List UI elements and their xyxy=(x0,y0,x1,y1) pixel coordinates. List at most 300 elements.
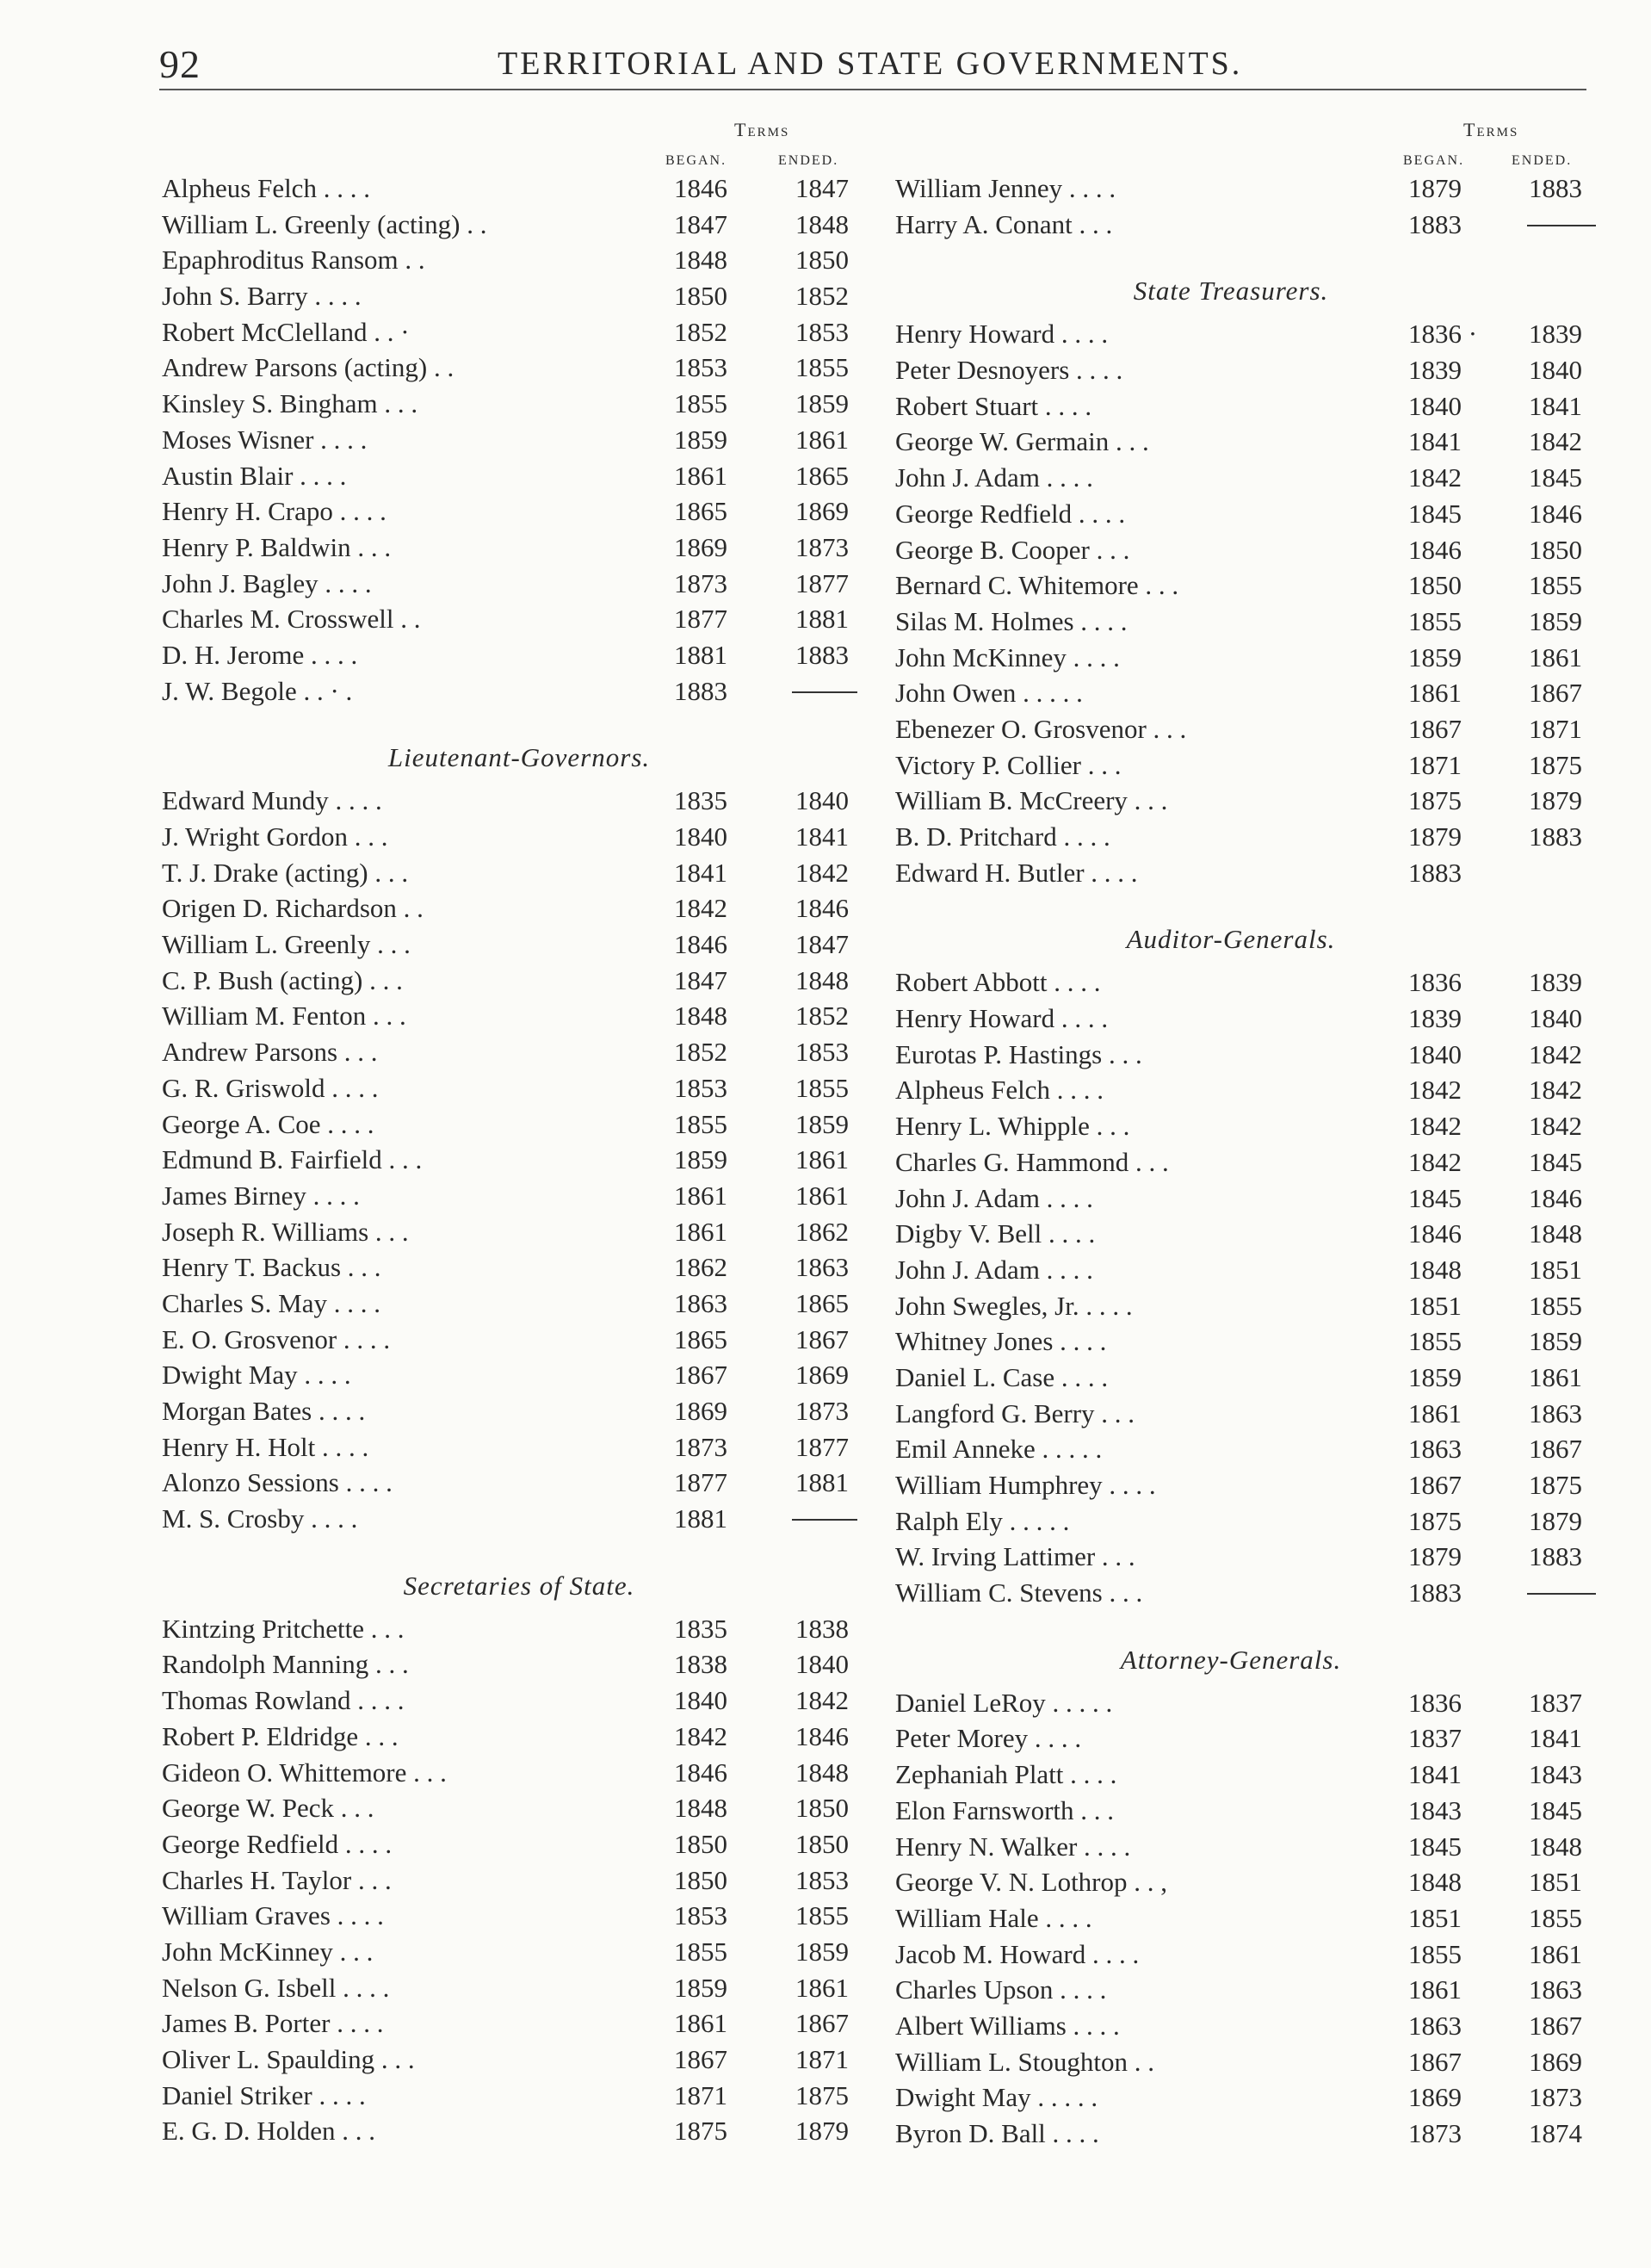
officer-name: C. P. Bush (acting) . . . xyxy=(162,964,403,995)
table-row xyxy=(162,1393,876,1429)
term-ended: 1850 xyxy=(795,1793,849,1824)
term-began: 1841 xyxy=(1408,1759,1462,1790)
term-ended: 1842 xyxy=(1529,1075,1582,1106)
officer-name: E. G. D. Holden . . . xyxy=(162,2116,375,2147)
term-ended: 1852 xyxy=(795,281,849,312)
officer-name: Byron D. Ball . . . . xyxy=(895,2118,1099,2148)
officer-name: Daniel L. Case . . . . xyxy=(895,1361,1109,1392)
ended-label: ENDED. xyxy=(1512,153,1573,168)
term-began: 1840 xyxy=(1408,390,1462,421)
officer-name: Alpheus Felch . . . . xyxy=(895,1075,1104,1106)
table-row xyxy=(162,1755,876,1791)
officer-name: Andrew Parsons (acting) . . xyxy=(162,352,454,383)
term-began: 1842 xyxy=(1408,1075,1462,1106)
term-ended: 1846 xyxy=(1529,498,1582,529)
term-ended: 1852 xyxy=(795,1001,849,1032)
term-ended: 1848 xyxy=(795,964,849,995)
table-row xyxy=(895,1252,1601,1288)
table-row xyxy=(162,2078,876,2114)
officer-name: Henry H. Crapo . . . . xyxy=(162,496,386,527)
began-label: BEGAN. xyxy=(1403,153,1465,168)
term-began: 1840 xyxy=(1408,1038,1462,1069)
term-began: 1841 xyxy=(674,857,727,888)
table-row xyxy=(162,890,876,926)
officer-name: Charles M. Crosswell . . xyxy=(162,604,421,635)
table-row xyxy=(162,819,876,855)
officer-name: Henry T. Backus . . . xyxy=(162,1252,381,1283)
term-ended: 1839 xyxy=(1529,967,1582,998)
term-ended: 1840 xyxy=(1529,355,1582,386)
term-ended: 1842 xyxy=(1529,1038,1582,1069)
term-ended: 1883 xyxy=(1529,1541,1582,1572)
term-began: 1839 xyxy=(1408,1003,1462,1034)
term-ended: 1859 xyxy=(1529,1326,1582,1357)
table-row xyxy=(162,530,876,566)
table-row xyxy=(895,604,1601,640)
term-ended: 1847 xyxy=(795,173,849,203)
officer-name: Whitney Jones . . . . xyxy=(895,1326,1107,1357)
term-began: 1859 xyxy=(1408,641,1462,672)
table-row xyxy=(162,207,876,243)
table-row xyxy=(162,926,876,963)
officer-name: B. D. Pritchard . . . . xyxy=(895,821,1110,852)
officer-name: Daniel LeRoy . . . . . xyxy=(895,1687,1113,1718)
officer-name: Origen D. Richardson . . xyxy=(162,893,424,924)
officer-name: Randolph Manning . . . xyxy=(162,1649,409,1680)
term-began: 1847 xyxy=(674,964,727,995)
officer-name: Eurotas P. Hastings . . . xyxy=(895,1038,1142,1069)
officer-name: George Redfield . . . . xyxy=(162,1828,393,1859)
term-ended: 1855 xyxy=(1529,1902,1582,1933)
officer-name: Harry A. Conant . . . xyxy=(895,208,1113,239)
table-row xyxy=(162,1142,876,1178)
table-row xyxy=(895,855,1601,891)
term-began: 1842 xyxy=(1408,462,1462,493)
term-began: 1865 xyxy=(674,496,727,527)
officer-name: William C. Stevens . . . xyxy=(895,1577,1143,1608)
officer-name: Gideon O. Whittemore . . . xyxy=(162,1757,447,1788)
table-row xyxy=(895,388,1601,424)
term-ended: 1861 xyxy=(795,424,849,455)
page-number: 92 xyxy=(159,42,201,86)
table-row xyxy=(895,2079,1601,2116)
officer-name: James Birney . . . . xyxy=(162,1180,360,1211)
term-ongoing-dash xyxy=(792,691,857,693)
table-row xyxy=(162,637,876,673)
table-row xyxy=(162,1106,876,1143)
term-ended: 1877 xyxy=(795,1431,849,1462)
term-began: 1861 xyxy=(674,1216,727,1247)
table-row xyxy=(162,566,876,602)
table-row xyxy=(162,1070,876,1106)
table-row xyxy=(895,783,1601,819)
officer-name: Elon Farnsworth . . . xyxy=(895,1794,1115,1825)
term-began: 1875 xyxy=(1408,785,1462,816)
term-began: 1877 xyxy=(674,604,727,635)
term-began: 1883 xyxy=(674,675,727,706)
term-ended: 1848 xyxy=(795,1757,849,1788)
term-began: 1859 xyxy=(674,424,727,455)
term-ended: 1883 xyxy=(1529,173,1582,203)
table-row xyxy=(162,2042,876,2078)
term-ended: 1853 xyxy=(795,316,849,347)
term-ended: 1881 xyxy=(795,604,849,635)
officer-name: Alonzo Sessions . . . . xyxy=(162,1467,393,1498)
term-began: 1881 xyxy=(674,1503,727,1534)
officer-name: Henry Howard . . . . xyxy=(895,1003,1109,1034)
officer-name: Oliver L. Spaulding . . . xyxy=(162,2044,415,2074)
table-row xyxy=(895,1864,1601,1900)
officer-name: T. J. Drake (acting) . . . xyxy=(162,857,409,888)
term-began: 1859 xyxy=(674,1144,727,1175)
table-row xyxy=(162,1790,876,1826)
term-ended: 1855 xyxy=(795,352,849,383)
term-began: 1853 xyxy=(674,1900,727,1931)
term-ended: 1873 xyxy=(1529,2082,1582,2113)
table-row xyxy=(162,998,876,1034)
officer-name: Edward H. Butler . . . . xyxy=(895,857,1138,888)
term-began: 1883 xyxy=(1408,208,1462,239)
officer-name: John Swegles, Jr. . . . . xyxy=(895,1290,1133,1321)
term-began: 1862 xyxy=(674,1252,727,1283)
officer-name: William M. Fenton . . . xyxy=(162,1001,406,1032)
term-began: 1838 xyxy=(674,1649,727,1680)
term-ended: 1863 xyxy=(1529,1397,1582,1428)
term-began: 1879 xyxy=(1408,1541,1462,1572)
term-ended: 1843 xyxy=(1529,1759,1582,1790)
table-row xyxy=(895,1720,1601,1757)
officer-name: Peter Morey . . . . xyxy=(895,1723,1082,1754)
term-ended: 1845 xyxy=(1529,1146,1582,1177)
officer-name: Albert Williams . . . . xyxy=(895,2010,1120,2041)
officer-name: Moses Wisner . . . . xyxy=(162,424,368,455)
officer-name: Victory P. Collier . . . xyxy=(895,749,1122,780)
left-sections xyxy=(162,170,876,2149)
table-row xyxy=(162,493,876,530)
table-row xyxy=(162,1249,876,1286)
officer-name: Ralph Ely . . . . . xyxy=(895,1505,1070,1536)
officer-name: Henry N. Walker . . . . xyxy=(895,1831,1131,1862)
table-row xyxy=(162,242,876,278)
term-began: 1869 xyxy=(1408,2082,1462,2113)
term-ongoing-dash xyxy=(1527,225,1596,226)
table-row xyxy=(162,1501,876,1537)
officer-name: George A. Coe . . . . xyxy=(162,1108,374,1139)
term-ended: 1879 xyxy=(795,2116,849,2147)
term-began: 1846 xyxy=(1408,1218,1462,1249)
officer-name: Henry H. Holt . . . . xyxy=(162,1431,369,1462)
officer-name: Henry P. Baldwin . . . xyxy=(162,531,392,562)
table-row xyxy=(162,1898,876,1934)
term-began: 1840 xyxy=(674,821,727,852)
officer-name: Joseph R. Williams . . . xyxy=(162,1216,409,1247)
officer-name: William B. McCreery . . . xyxy=(895,785,1168,816)
term-ended: 1845 xyxy=(1529,462,1582,493)
term-ongoing-dash xyxy=(792,1519,857,1521)
officer-name: William Jenney . . . . xyxy=(895,173,1116,203)
term-ended: 1874 xyxy=(1529,2118,1582,2148)
table-row xyxy=(162,1429,876,1466)
table-row xyxy=(162,1611,876,1647)
table-row xyxy=(895,532,1601,568)
table-row xyxy=(895,1431,1601,1467)
table-row xyxy=(895,207,1601,243)
table-row xyxy=(895,1757,1601,1793)
term-ended: 1869 xyxy=(1529,2046,1582,2077)
officer-name: W. Irving Lattimer . . . xyxy=(895,1541,1135,1572)
term-began: 1867 xyxy=(674,1360,727,1391)
table-row xyxy=(895,1072,1601,1108)
officer-name: Kinsley S. Bingham . . . xyxy=(162,388,418,419)
officer-name: John J. Adam . . . . xyxy=(895,1254,1093,1285)
term-began: 1842 xyxy=(674,1720,727,1751)
term-ended: 1840 xyxy=(795,1649,849,1680)
officer-name: Digby V. Bell . . . . xyxy=(895,1218,1096,1249)
officer-name: William L. Greenly (acting) . . xyxy=(162,208,487,239)
table-row xyxy=(162,350,876,386)
officer-name: William Graves . . . . xyxy=(162,1900,384,1931)
ended-label: ENDED. xyxy=(778,153,839,168)
table-row xyxy=(895,1144,1601,1180)
term-began: 1879 xyxy=(1408,821,1462,852)
term-began: 1846 xyxy=(674,929,727,960)
term-began: 1836 · xyxy=(1408,319,1478,350)
term-began: 1842 xyxy=(674,893,727,924)
term-began: 1850 xyxy=(674,1864,727,1895)
officer-name: Langford G. Berry . . . xyxy=(895,1397,1135,1428)
term-ended: 1875 xyxy=(795,2079,849,2110)
table-row xyxy=(895,352,1601,388)
table-row xyxy=(162,1322,876,1358)
table-row xyxy=(895,747,1601,784)
term-ended: 1875 xyxy=(1529,749,1582,780)
term-began: 1846 xyxy=(674,173,727,203)
term-ended: 1863 xyxy=(1529,1974,1582,2005)
term-began: 1855 xyxy=(1408,605,1462,636)
term-ended: 1851 xyxy=(1529,1254,1582,1285)
term-ended: 1863 xyxy=(795,1252,849,1283)
term-began: 1839 xyxy=(1408,355,1462,386)
term-began: 1852 xyxy=(674,1037,727,1068)
table-row xyxy=(895,640,1601,676)
term-ended: 1859 xyxy=(795,1108,849,1139)
table-row xyxy=(162,278,876,314)
term-began: 1875 xyxy=(674,2116,727,2147)
term-ended: 1867 xyxy=(1529,2010,1582,2041)
table-row xyxy=(895,1900,1601,1936)
term-began: 1835 xyxy=(674,1613,727,1644)
officer-name: Robert P. Eldridge . . . xyxy=(162,1720,399,1751)
term-began: 1873 xyxy=(1408,2118,1462,2148)
table-row xyxy=(162,1934,876,1970)
term-began: 1848 xyxy=(674,1793,727,1824)
term-ended: 1883 xyxy=(795,639,849,670)
term-ended: 1848 xyxy=(1529,1218,1582,1249)
term-ended: 1865 xyxy=(795,460,849,491)
table-row xyxy=(895,424,1601,460)
term-ended: 1851 xyxy=(1529,1867,1582,1898)
term-began: 1855 xyxy=(674,1936,727,1967)
officer-name: Charles S. May . . . . xyxy=(162,1287,381,1318)
term-ended: 1848 xyxy=(795,208,849,239)
officer-name: J. W. Begole . . · . xyxy=(162,675,353,706)
term-ended: 1875 xyxy=(1529,1470,1582,1500)
term-ended: 1842 xyxy=(795,1685,849,1716)
officer-name: Nelson G. Isbell . . . . xyxy=(162,1972,390,2003)
term-ended: 1861 xyxy=(1529,641,1582,672)
term-ended: 1855 xyxy=(1529,1290,1582,1321)
section-heading: State Treasurers. xyxy=(1133,276,1329,307)
table-row xyxy=(895,711,1601,747)
term-began: 1875 xyxy=(1408,1505,1462,1536)
table-row xyxy=(162,1286,876,1322)
term-began: 1840 xyxy=(674,1685,727,1716)
term-began: 1863 xyxy=(1408,2010,1462,2041)
term-ended: 1873 xyxy=(795,531,849,562)
officer-name: Robert Stuart . . . . xyxy=(895,390,1092,421)
officer-name: George Redfield . . . . xyxy=(895,498,1126,529)
term-ended: 1867 xyxy=(1529,1434,1582,1465)
table-row xyxy=(162,673,876,710)
term-ended: 1861 xyxy=(1529,1938,1582,1969)
term-ended: 1861 xyxy=(795,1180,849,1211)
term-began: 1848 xyxy=(1408,1254,1462,1285)
term-ended: 1861 xyxy=(795,1972,849,2003)
term-began: 1863 xyxy=(1408,1434,1462,1465)
table-row xyxy=(162,963,876,999)
term-ended: 1855 xyxy=(795,1900,849,1931)
table-row xyxy=(895,2008,1601,2044)
table-row xyxy=(162,855,876,891)
section-heading: Lieutenant-Governors. xyxy=(387,742,651,773)
table-row xyxy=(895,1288,1601,1324)
term-ended: 1840 xyxy=(795,785,849,816)
table-row xyxy=(895,170,1601,207)
term-ended: 1861 xyxy=(1529,1361,1582,1392)
officer-name: Zephaniah Platt . . . . xyxy=(895,1759,1117,1790)
officer-name: James B. Porter . . . . xyxy=(162,2008,384,2039)
term-ended: 1869 xyxy=(795,1360,849,1391)
term-ended: 1841 xyxy=(1529,390,1582,421)
term-ended: 1873 xyxy=(795,1396,849,1426)
term-ended: 1855 xyxy=(795,1072,849,1103)
term-began: 1848 xyxy=(674,245,727,276)
officer-name: Andrew Parsons . . . xyxy=(162,1037,378,1068)
term-ended: 1865 xyxy=(795,1287,849,1318)
term-ended: 1859 xyxy=(795,388,849,419)
officer-name: John McKinney . . . . xyxy=(895,641,1120,672)
table-row xyxy=(895,1936,1601,1973)
table-row xyxy=(162,422,876,458)
term-began: 1841 xyxy=(1408,426,1462,457)
officer-name: Henry Howard . . . . xyxy=(895,319,1109,350)
term-began: 1855 xyxy=(674,1108,727,1139)
officer-name: Silas M. Holmes . . . . xyxy=(895,605,1128,636)
table-row xyxy=(162,2113,876,2149)
table-row xyxy=(162,1214,876,1250)
table-row xyxy=(162,1357,876,1393)
officer-name: George B. Cooper . . . xyxy=(895,534,1130,565)
term-began: 1867 xyxy=(1408,1470,1462,1500)
table-row xyxy=(895,2116,1601,2152)
table-row xyxy=(162,170,876,207)
table-row xyxy=(162,1646,876,1682)
term-ended: 1847 xyxy=(795,929,849,960)
term-ended: 1859 xyxy=(1529,605,1582,636)
term-began: 1867 xyxy=(674,2044,727,2074)
term-began: 1873 xyxy=(674,1431,727,1462)
officer-name: Daniel Striker . . . . xyxy=(162,2079,366,2110)
term-began: 1867 xyxy=(1408,2046,1462,2077)
term-began: 1861 xyxy=(1408,1974,1462,2005)
term-began: 1842 xyxy=(1408,1146,1462,1177)
officer-name: Peter Desnoyers . . . . xyxy=(895,355,1123,386)
term-began: 1845 xyxy=(1408,1831,1462,1862)
term-ended: 1859 xyxy=(795,1936,849,1967)
term-began: 1842 xyxy=(1408,1111,1462,1142)
term-began: 1869 xyxy=(674,1396,727,1426)
table-row xyxy=(162,1465,876,1501)
term-began: 1861 xyxy=(674,2008,727,2039)
officer-name: Edward Mundy . . . . xyxy=(162,785,382,816)
table-row xyxy=(162,601,876,637)
term-began: 1853 xyxy=(674,1072,727,1103)
table-row xyxy=(895,819,1601,855)
term-began: 1861 xyxy=(1408,1397,1462,1428)
header-rule xyxy=(159,89,1586,90)
term-began: 1869 xyxy=(674,531,727,562)
table-row xyxy=(162,783,876,819)
term-ended: 1853 xyxy=(795,1037,849,1068)
terms-label: Terms xyxy=(1463,119,1519,140)
term-ended: 1837 xyxy=(1529,1687,1582,1718)
term-ended: 1850 xyxy=(795,1828,849,1859)
officer-name: Epaphroditus Ransom . . xyxy=(162,245,425,276)
officer-name: Thomas Rowland . . . . xyxy=(162,1685,405,1716)
term-ended: 1877 xyxy=(795,567,849,598)
table-row xyxy=(162,1034,876,1070)
term-ended: 1850 xyxy=(795,245,849,276)
term-began: 1855 xyxy=(674,388,727,419)
term-began: 1879 xyxy=(1408,173,1462,203)
table-row xyxy=(895,1829,1601,1865)
table-row xyxy=(895,1180,1601,1217)
term-ended: 1861 xyxy=(795,1144,849,1175)
term-ended: 1841 xyxy=(1529,1723,1582,1754)
term-ended: 1848 xyxy=(1529,1831,1582,1862)
officer-name: Bernard C. Whitemore . . . xyxy=(895,570,1179,601)
officer-name: Alpheus Felch . . . . xyxy=(162,173,370,203)
term-ended: 1862 xyxy=(795,1216,849,1247)
term-ended: 1841 xyxy=(795,821,849,852)
table-row xyxy=(895,1001,1601,1037)
table-row xyxy=(162,1826,876,1862)
term-ended: 1838 xyxy=(795,1613,849,1644)
table-row xyxy=(895,1323,1601,1360)
table-row xyxy=(895,2044,1601,2080)
terms-label: Terms xyxy=(734,119,790,140)
table-row xyxy=(895,1793,1601,1829)
term-ended: 1867 xyxy=(1529,678,1582,709)
officer-name: Dwight May . . . . xyxy=(162,1360,351,1391)
term-began: 1873 xyxy=(674,567,727,598)
began-label: BEGAN. xyxy=(665,153,727,168)
officer-name: George W. Peck . . . xyxy=(162,1793,374,1824)
term-ended: 1871 xyxy=(795,2044,849,2074)
term-began: 1859 xyxy=(674,1972,727,2003)
table-row xyxy=(895,1396,1601,1432)
term-ended: 1840 xyxy=(1529,1003,1582,1034)
